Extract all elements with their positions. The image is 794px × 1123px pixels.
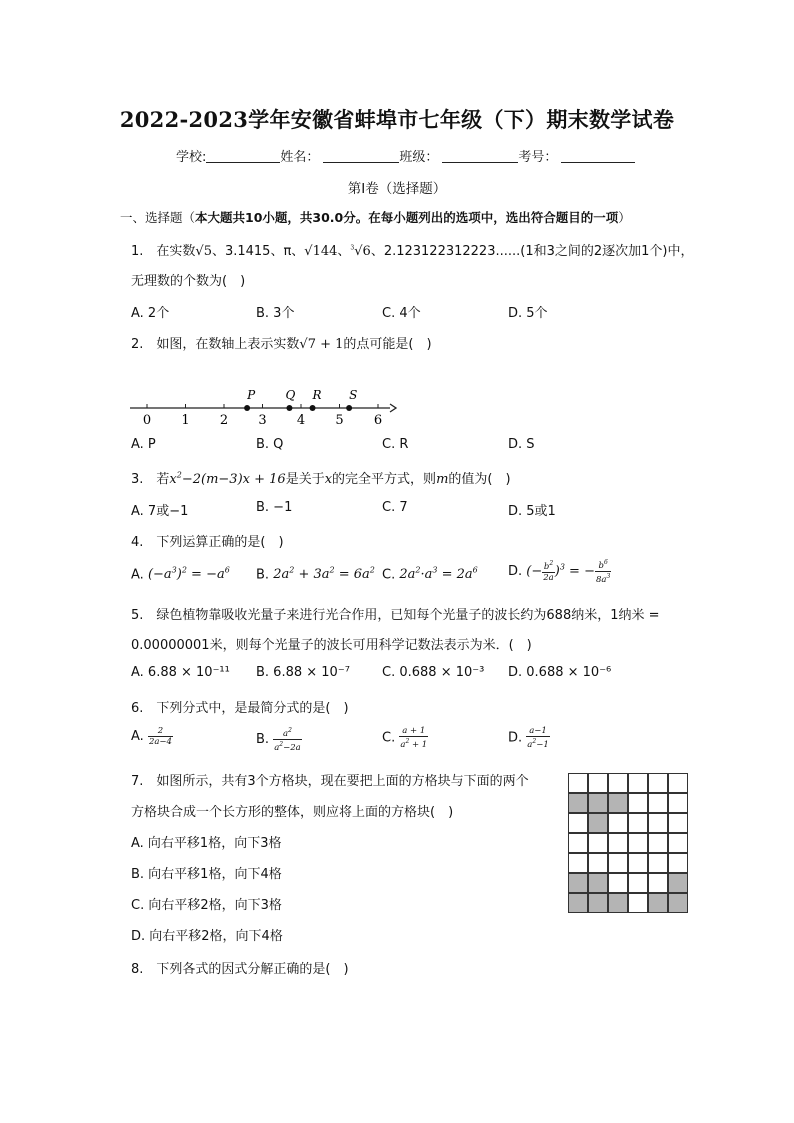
exam-no-label: 考号： <box>518 150 558 165</box>
school-field[interactable] <box>206 149 280 163</box>
grid-cell <box>628 813 648 833</box>
section-title: 第Ⅰ卷（选择题） <box>347 181 447 197</box>
q3-option-d[interactable]: D. 5或1 <box>508 504 556 519</box>
q6-option-c[interactable]: C. $\frac{a + 1}{a^2 + 1}$ <box>382 726 428 750</box>
q5-option-b[interactable]: B. 6.88 × 10⁻⁷ <box>256 665 350 680</box>
grid-cell <box>608 773 628 793</box>
grid-cell <box>668 833 688 853</box>
grid-cell-filled <box>588 793 608 813</box>
sqrt144-expr: √144 <box>304 244 338 259</box>
grid-cell <box>648 833 668 853</box>
grid-cell-filled <box>668 893 688 913</box>
q1-option-a[interactable]: A. 2个 <box>131 306 170 321</box>
q1-option-c[interactable]: C. 4个 <box>382 306 421 321</box>
question-6: 6. 下列分式中，是最简分式的是( ) <box>131 701 349 716</box>
point-r <box>310 405 316 411</box>
grid-cell-filled <box>608 793 628 813</box>
sqrt5-expr: √5 <box>195 244 212 259</box>
q5-option-a[interactable]: A. 6.88 × 10⁻¹¹ <box>131 665 230 680</box>
part1-heading: 一、选择题（本大题共10小题，共30.0分。在每小题列出的选项中，选出符合题目的一项） <box>120 210 631 225</box>
grid-cell <box>668 773 688 793</box>
tick-label: 5 <box>335 413 344 428</box>
school-label: 学校: <box>176 150 207 165</box>
grid-cell-filled <box>608 893 628 913</box>
q4-option-d[interactable]: D. (− $\frac{b^2}{2a}$ )$^3$ = − $\frac{b^6}{8a^3}$ <box>508 559 611 585</box>
grid-cell <box>608 833 628 853</box>
q7-option-c[interactable]: C. 向右平移2格，向下3格 <box>131 898 282 913</box>
grid-cell <box>568 853 588 873</box>
class-field[interactable] <box>442 149 518 163</box>
grid-cell <box>588 833 608 853</box>
grid-cell-filled <box>668 873 688 893</box>
grid-cell <box>568 833 588 853</box>
q2-option-b[interactable]: B. Q <box>256 437 284 452</box>
grid-cell <box>648 793 668 813</box>
page-title: 2022-2023学年安徽省蚌埠市七年级（下）期末数学试卷 <box>119 107 675 132</box>
q4-option-a[interactable]: A. $(-a^3)^2 = -a^6$ <box>131 566 230 583</box>
cbrt6-expr: $^3$√6 <box>350 244 371 259</box>
q6-option-d[interactable]: D. $\frac{a-1}{a^2-1}$ <box>508 726 549 750</box>
grid-cell <box>648 813 668 833</box>
grid-cell-filled <box>588 813 608 833</box>
grid-cell-filled <box>588 893 608 913</box>
q1-option-b[interactable]: B. 3个 <box>256 306 295 321</box>
q3-option-a[interactable]: A. 7或−1 <box>131 504 189 519</box>
question-3: 3. 若$x^2-2(m-3)x + 16$是关于x的完全平方式，则m的值为( ) <box>131 470 511 487</box>
tick-label: 4 <box>296 413 306 428</box>
question-7-line2: 方格块合成一个长方形的整体，则应将上面的方格块( ) <box>131 805 454 820</box>
point-label: R <box>312 388 322 402</box>
grid-cell <box>668 813 688 833</box>
grid-cell <box>568 813 588 833</box>
grid-cell <box>668 793 688 813</box>
student-info-row <box>176 146 635 165</box>
grid-cell-filled <box>568 793 588 813</box>
q6-option-b[interactable]: B. $\frac{a^2}{a^2-2a}$ <box>256 727 301 753</box>
point-label: S <box>349 388 358 402</box>
q3-expression: $x^2-2(m-3)x + 16$ <box>169 470 286 487</box>
question-5-line1: 5. 绿色植物靠吸收光量子来进行光合作用，已知每个光量子的波长约为688纳米，1纳米 = <box>131 608 660 623</box>
question-1: 1. 在实数√5、3.1415、π、√144、$^3$√6、2.123122312223......(1和3之间的2逐次加1个)中， <box>131 244 694 259</box>
grid-cell <box>648 873 668 893</box>
grid-cell <box>628 853 648 873</box>
question-8: 8. 下列各式的因式分解正确的是( ) <box>131 962 349 977</box>
question-1-line2: 无理数的个数为( ) <box>131 274 246 289</box>
name-label: 姓名： <box>280 150 320 165</box>
question-4: 4. 下列运算正确的是( ) <box>131 535 284 550</box>
name-field[interactable] <box>323 149 399 163</box>
grid-cell <box>588 853 608 873</box>
question-5-line2: 0.00000001米，则每个光量子的波长可用科学记数法表示为米．( ) <box>131 638 532 653</box>
grid-cell <box>608 853 628 873</box>
q7-option-a[interactable]: A. 向右平移1格，向下3格 <box>131 836 282 851</box>
q4-option-b[interactable]: B. $2a^2 + 3a^2 = 6a^2$ <box>256 566 375 583</box>
grid-cell-filled <box>588 873 608 893</box>
grid-cell-filled <box>648 893 668 913</box>
arrow-right-icon <box>390 404 396 412</box>
grid-cell <box>628 833 648 853</box>
grid-cell <box>608 873 628 893</box>
q4-option-c[interactable]: C. $2a^2\cdot a^3 = 2a^6$ <box>382 566 478 583</box>
grid-cell <box>568 773 588 793</box>
q2-option-c[interactable]: C. R <box>382 437 409 452</box>
grid-cell <box>668 853 688 873</box>
q1-option-d[interactable]: D. 5个 <box>508 306 548 321</box>
q2-option-d[interactable]: D. S <box>508 437 535 452</box>
tick-label: 6 <box>373 413 383 428</box>
grid-cell <box>608 813 628 833</box>
tick-label: 0 <box>142 413 152 428</box>
grid-cell-filled <box>568 873 588 893</box>
question-7-line1: 7. 如图所示，共有3个方格块，现在要把上面的方格块与下面的两个 <box>131 774 529 789</box>
tick-label: 1 <box>181 413 190 428</box>
point-label: Q <box>285 388 296 402</box>
grid-cell <box>648 773 668 793</box>
class-label: 班级： <box>399 150 439 165</box>
number-line-figure <box>128 383 400 431</box>
exam-no-field[interactable] <box>561 149 635 163</box>
tick-label: 2 <box>219 413 229 428</box>
q3-option-c[interactable]: C. 7 <box>382 500 408 515</box>
sqrt7-plus-1-expr: √7 + 1 <box>299 337 344 352</box>
q5-option-c[interactable]: C. 0.688 × 10⁻³ <box>382 665 485 680</box>
grid-cell <box>648 853 668 873</box>
tick-label: 3 <box>258 413 267 428</box>
point-label: P <box>247 388 256 402</box>
grid-cell-filled <box>568 893 588 913</box>
q7-option-b[interactable]: B. 向右平移1格，向下4格 <box>131 867 282 882</box>
grid-cell <box>588 773 608 793</box>
grid-cell <box>628 793 648 813</box>
point-s <box>346 405 352 411</box>
grid-cell <box>628 893 648 913</box>
point-p <box>244 405 250 411</box>
question-2: 2. 如图，在数轴上表示实数√7 + 1的点可能是( ) <box>131 337 432 352</box>
q2-option-a[interactable]: A. P <box>131 437 156 452</box>
point-q <box>286 405 292 411</box>
q5-option-d[interactable]: D. 0.688 × 10⁻⁶ <box>508 665 612 680</box>
q7-option-d[interactable]: D. 向右平移2格，向下4格 <box>131 929 283 944</box>
grid-cell <box>628 773 648 793</box>
grid-cell <box>628 873 648 893</box>
q6-option-a[interactable]: A. $\frac{2}{2a-4}$ <box>131 726 172 747</box>
q3-option-b[interactable]: B. −1 <box>256 500 293 515</box>
